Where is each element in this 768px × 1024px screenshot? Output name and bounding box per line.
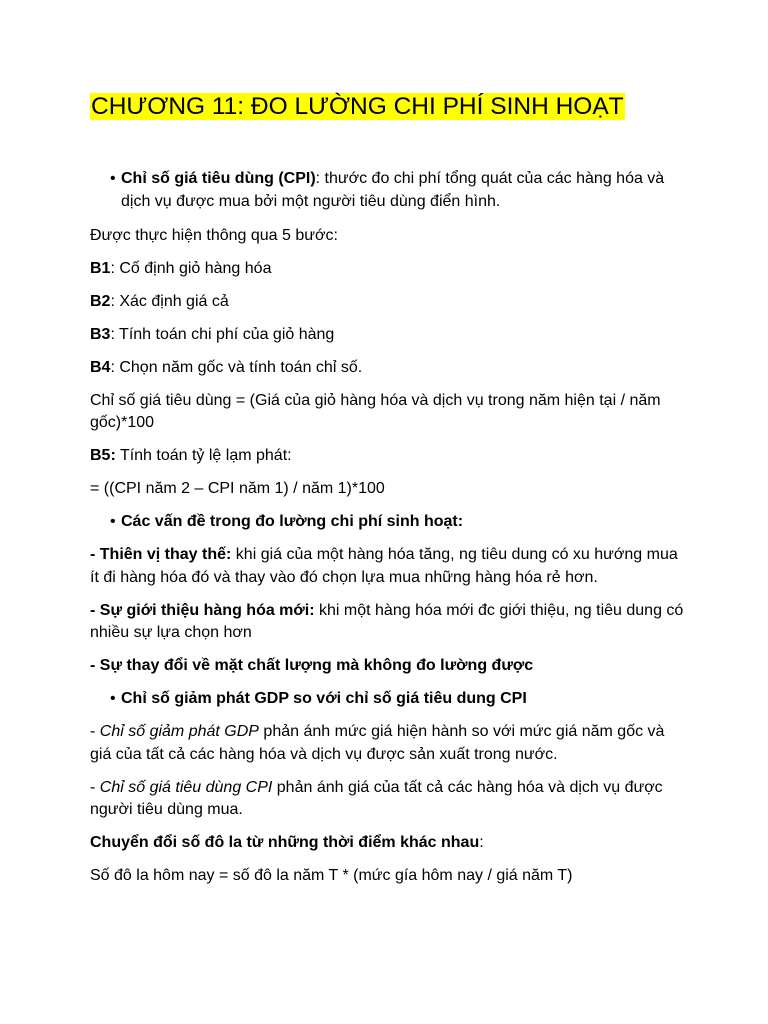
conversion-title: Chuyển đổi số đô la từ những thời điểm khác nhau [90,834,480,851]
cpi-description [90,777,690,822]
dash-prefix: - [90,723,100,740]
inflation-formula: = ((CPI năm 2 – CPI năm 1) / năm 1)*100 [90,480,385,497]
step-text: : Xác định giá cả [110,292,229,310]
issue-new-goods [90,600,690,645]
cpi-definition: : thước đo chi phí tổng quát của các hàng hóa và dịch vụ được mua bởi một người tiêu dùng điển hình. [121,170,665,210]
dash-prefix: - [90,778,100,796]
conversion-heading [90,832,690,855]
cpi-desc-text: phản ánh giá của tất cả các hàng hóa và dịch vụ được người tiêu dùng mua. [90,778,663,818]
bullet-dot: • [110,513,116,530]
bullet-heading: Các vấn đề trong đo lường chi phí sinh hoạt: [121,513,464,530]
cpi-term: Chỉ số giá tiêu dùng (CPI) [121,170,316,187]
step-label: B1 [90,259,111,277]
cpi-italic-term: Chỉ số giá tiêu dùng CPI [99,778,273,796]
chapter-title: CHƯƠNG 11: ĐO LƯỜNG CHI PHÍ SINH HOẠT [91,93,624,120]
document-body [90,168,690,898]
issue-substitution-bias [90,544,690,589]
issue-heading: - Sự thay đổi về mặt chất lượng mà không đo lường được [90,657,534,674]
deflator-term: Chỉ số giảm phát GDP [99,723,259,740]
bullet-cpi-definition [90,168,690,213]
issue-text: khi giá của một hàng hóa tăng, ng tiêu dung có xu hướng mua ít đi hàng hóa đó và thay vào đó chọn lựa mua những hàng hóa rẻ hơn. [90,546,678,586]
chapter-title-line [90,92,625,122]
issue-quality-change [90,655,690,678]
bullet-heading: Chỉ số giảm phát GDP so với chỉ số giá tiêu dung CPI [121,690,527,707]
step-text: Tính toán tỷ lệ lạm phát: [115,447,292,464]
step-label: B4 [90,358,111,376]
bullet-measurement-issues [90,511,690,534]
bullet-dot: • [110,690,116,707]
step-label: B2 [90,292,111,310]
bullet-dot: • [110,170,116,187]
step-b5 [90,445,690,468]
step-b3 [90,324,690,347]
conversion-colon: : [479,834,484,851]
step-text: : Cố định giỏ hàng hóa [110,259,272,277]
step-b4 [90,357,690,380]
issue-text: khi một hàng hóa mới đc giới thiệu, ng tiêu dung có nhiều sự lựa chọn hơn [90,601,684,641]
conversion-formula: Số đô la hôm nay = số đô la năm T * (mức gía hôm nay / giá năm T) [90,867,573,884]
step-text: : Chọn năm gốc và tính toán chỉ số. [110,358,363,376]
deflator-text: phản ánh mức giá hiện hành so với mức giá năm gốc và giá của tất cả các hàng hóa và dịch vụ được sản xuất trong nước. [90,723,665,763]
steps-intro: Được thực hiện thông qua 5 bước: [90,226,338,244]
step-label: B3 [90,325,111,343]
bullet-deflator-vs-cpi [90,688,690,711]
step-b2 [90,291,690,314]
deflator-description [90,721,690,766]
step-b1 [90,258,690,281]
cpi-formula: Chỉ số giá tiêu dùng = (Giá của giỏ hàng hóa và dịch vụ trong năm hiện tại / năm gốc)*100 [90,391,661,431]
step-text: : Tính toán chi phí của giỏ hàng [110,325,335,343]
issue-heading: - Sự giới thiệu hàng hóa mới: [90,601,315,619]
step-label: B5: [90,447,116,464]
issue-heading: - Thiên vị thay thế: [90,546,232,563]
